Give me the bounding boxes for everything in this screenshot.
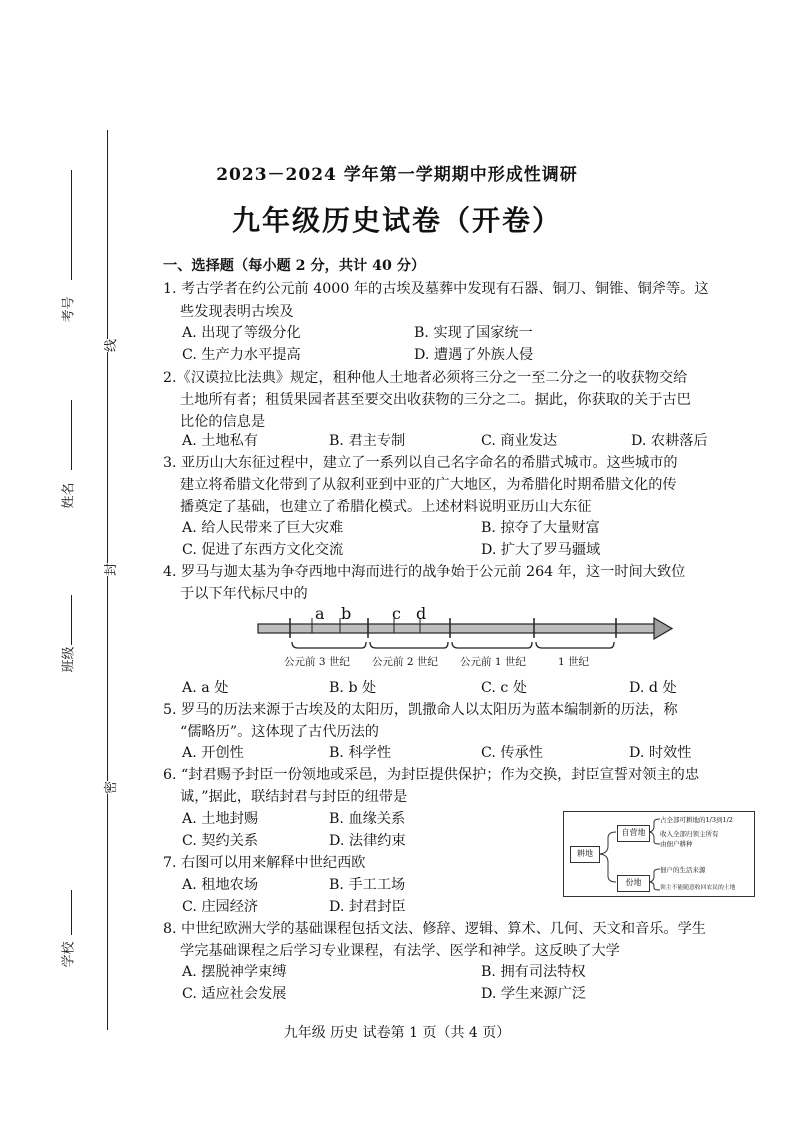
q7-line-1: 7. 右图可以用来解释中世纪西欧 <box>163 855 366 871</box>
q7-option-c[interactable]: C. 庄园经济 <box>182 899 259 915</box>
q7-option-b[interactable]: B. 手工工场 <box>329 877 406 893</box>
q3-line-1: 3. 亚历山大东征过程中，建立了一系列以自己名字命名的希腊式城市。这些城市的 <box>163 455 678 471</box>
timeline-period-3: 公元前 1 世纪 <box>460 656 526 668</box>
timeline-period-2: 公元前 2 世纪 <box>372 656 438 668</box>
binding-mark-mi: 密 <box>100 781 119 794</box>
exam-title: 2023－2024 学年第一学期期中形成性调研 <box>216 165 578 185</box>
diagram-root-box: 耕地 <box>570 846 600 863</box>
q6-option-b[interactable]: B. 血缘关系 <box>329 811 406 827</box>
exam-subtitle: 九年级历史试卷（开卷） <box>231 204 562 237</box>
q1-line-2: 些发现表明古埃及 <box>180 304 294 320</box>
timeline-mark-a: a <box>315 604 325 623</box>
q3-option-c[interactable]: C. 促进了东西方文化交流 <box>182 542 344 558</box>
q4-option-d[interactable]: D. d 处 <box>629 680 677 696</box>
timeline-figure <box>256 604 676 674</box>
q7-option-a[interactable]: A. 租地农场 <box>182 877 259 893</box>
q3-line-3: 播奠定了基础，也建立了希腊化模式。上述材料说明亚历山大东征 <box>180 499 592 515</box>
q5-option-d[interactable]: D. 时效性 <box>629 745 692 761</box>
q5-option-c[interactable]: C. 传承性 <box>481 745 543 761</box>
q5-option-a[interactable]: A. 开创性 <box>182 745 244 761</box>
timeline-mark-d: d <box>416 604 427 623</box>
q3-option-d[interactable]: D. 扩大了罗马疆域 <box>481 542 601 558</box>
binding-line <box>107 130 108 1030</box>
q5-option-b[interactable]: B. 科学性 <box>329 745 392 761</box>
field-label-kaohao: 考号 <box>61 296 77 323</box>
q8-option-a[interactable]: A. 摆脱神学束缚 <box>182 964 287 980</box>
q1-line-1: 1. 考古学者在约公元前 4000 年的古埃及墓葬中发现有石器、铜刀、铜锥、铜斧等。这 <box>163 281 709 297</box>
diagram-note-1c: 由佃户耕种 <box>660 840 693 848</box>
timeline-mark-b: b <box>341 604 352 623</box>
field-line-xingming[interactable] <box>71 400 72 470</box>
field-label-xuexiao: 学校 <box>61 941 77 968</box>
field-label-banji: 班级 <box>61 646 77 673</box>
q6-option-d[interactable]: D. 法律约束 <box>329 833 406 849</box>
q6-line-2: 诚，”据此，联结封君与封臣的纽带是 <box>180 789 408 805</box>
diagram-note-2b: 领主不能随意收回农民的土地 <box>660 885 736 891</box>
q8-line-2: 学完基础课程之后学习专业课程，有法学、医学和神学。这反映了大学 <box>180 943 620 959</box>
q4-option-b[interactable]: B. b 处 <box>329 680 377 696</box>
q8-option-b[interactable]: B. 拥有司法特权 <box>481 964 586 980</box>
diagram-note-1a: 占全部可耕地的1/3到1/2 <box>660 816 733 824</box>
q1-option-d[interactable]: D. 遭遇了外族人侵 <box>414 347 534 363</box>
q4-line-1: 4. 罗马与迦太基为争夺西地中海而进行的战争始于公元前 264 年，这一时间大致位 <box>163 564 686 580</box>
q6-option-c[interactable]: C. 契约关系 <box>182 833 259 849</box>
q6-option-a[interactable]: A. 土地封赐 <box>182 811 259 827</box>
page-footer: 九年级 历史 试卷第 1 页（共 4 页） <box>283 1025 511 1041</box>
q2-option-c[interactable]: C. 商业发达 <box>481 433 558 449</box>
q1-option-c[interactable]: C. 生产力水平提高 <box>182 347 301 363</box>
section-heading: 一、选择题（每小题 2 分，共计 40 分） <box>163 258 426 274</box>
diagram-note-2a: 佃户的生活来源 <box>660 866 706 874</box>
q8-option-d[interactable]: D. 学生来源广泛 <box>481 986 587 1002</box>
q6-line-1: 6. “封君赐予封臣一份领地或采邑，为封臣提供保护；作为交换，封臣宣誓对领主的忠 <box>163 767 700 783</box>
q2-option-a[interactable]: A. 土地私有 <box>182 433 259 449</box>
binding-mark-xian: 线 <box>100 339 119 352</box>
field-line-xuexiao[interactable] <box>71 890 72 935</box>
diagram-branch-demesne: 自营地 <box>617 825 650 842</box>
q8-option-c[interactable]: C. 适应社会发展 <box>182 986 287 1002</box>
q3-line-2: 建立将希腊文化带到了从叙利亚到中亚的广大地区，为希腊化时期希腊文化的传 <box>180 477 677 493</box>
q2-line-2: 土地所有者；租赁果园者甚至要交出收获物的三分之二。据此，你获取的关于古巴 <box>180 392 691 408</box>
q5-line-1: 5. 罗马的历法来源于古埃及的太阳历，凯撒命人以太阳历为蓝本编制新的历法，称 <box>163 702 678 718</box>
timeline-period-4: 1 世纪 <box>558 656 590 668</box>
q4-option-a[interactable]: A. a 处 <box>182 680 229 696</box>
q4-option-c[interactable]: C. c 处 <box>481 680 528 696</box>
q1-option-a[interactable]: A. 出现了等级分化 <box>182 325 301 341</box>
q8-line-1: 8. 中世纪欧洲大学的基础课程包括文法、修辞、逻辑、算术、几何、天文和音乐。学生 <box>163 921 706 937</box>
binding-mark-feng: 封 <box>100 563 119 576</box>
manor-diagram <box>563 811 755 897</box>
q3-option-a[interactable]: A. 给人民带来了巨大灾难 <box>182 520 344 536</box>
q2-line-3: 比伦的信息是 <box>180 414 266 430</box>
q2-option-b[interactable]: B. 君主专制 <box>329 433 406 449</box>
q2-line-1: 2.《汉谟拉比法典》规定，租种他人土地者必须将三分之一至二分之一的收获物交给 <box>163 370 688 386</box>
diagram-note-1b: 收入全部归领主所有 <box>660 830 719 838</box>
q7-option-d[interactable]: D. 封君封臣 <box>329 899 406 915</box>
timeline-mark-c: c <box>392 604 401 623</box>
q1-option-b[interactable]: B. 实现了国家统一 <box>414 325 533 341</box>
q2-option-d[interactable]: D. 农耕落后 <box>631 433 708 449</box>
q5-line-2: “儒略历”。这体现了古代历法的 <box>180 724 379 740</box>
field-line-banji[interactable] <box>71 595 72 645</box>
q4-line-2: 于以下年代标尺中的 <box>180 586 308 602</box>
field-label-xingming: 姓名 <box>61 482 77 509</box>
q3-option-b[interactable]: B. 掠夺了大量财富 <box>481 520 600 536</box>
timeline-period-1: 公元前 3 世纪 <box>284 656 350 668</box>
diagram-branch-tenancy: 份地 <box>617 875 650 892</box>
